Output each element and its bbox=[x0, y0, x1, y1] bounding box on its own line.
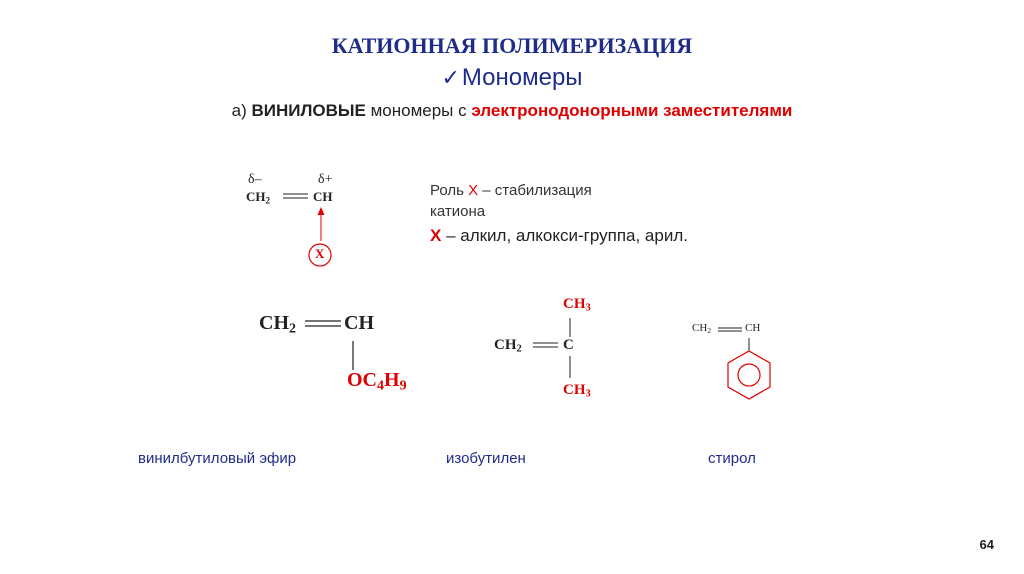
delta-plus: δ+ bbox=[318, 172, 333, 187]
checkmark-icon: ✓ bbox=[441, 66, 460, 91]
caption-isobutylene: изобутилен bbox=[446, 450, 526, 467]
caption-vinyl-ether: винилбутиловый эфир bbox=[138, 450, 297, 467]
isobutylene-ch3-bottom: $CH_3$ bbox=[563, 382, 591, 400]
general-ch2: $CH_2$ bbox=[246, 189, 271, 206]
role-text bbox=[430, 180, 592, 222]
role-line-1: Роль X – стабилизация bbox=[430, 182, 592, 199]
x-definition: X – алкил, алкокси-группа, арил. bbox=[430, 226, 688, 245]
section-a-red: электронодонорными заместителями bbox=[471, 101, 793, 120]
section-a-bold: ВИНИЛОВЫЕ bbox=[251, 101, 366, 120]
arrow-up-icon bbox=[318, 207, 325, 215]
slide-title: КАТИОННАЯ ПОЛИМЕРИЗАЦИЯ bbox=[331, 33, 693, 58]
caption-styrene: стирол bbox=[708, 450, 756, 467]
styrene-ch2: $CH_2$ bbox=[692, 322, 712, 335]
benzene-ring-circle bbox=[738, 364, 760, 386]
ether-oc4h9: $OC_4H_9$ bbox=[347, 369, 407, 394]
isobutylene-ch3-top: $CH_3$ bbox=[563, 296, 591, 314]
general-ch: CH bbox=[313, 189, 333, 204]
ether-ch2: $CH_2$ bbox=[259, 312, 296, 337]
section-a-prefix: а) bbox=[231, 101, 252, 120]
general-x: X bbox=[315, 246, 325, 261]
section-a-middle: мономеры с bbox=[365, 101, 472, 120]
ether-ch: CH bbox=[344, 312, 374, 334]
isobutylene-ch2: $CH_2$ bbox=[494, 337, 522, 355]
styrene-ch: CH bbox=[745, 322, 761, 334]
role-line-2: катиона bbox=[430, 203, 486, 220]
delta-minus: δ– bbox=[248, 172, 262, 187]
page-number: 64 bbox=[979, 537, 994, 552]
subtitle-text: Мономеры bbox=[461, 64, 583, 91]
benzene-ring bbox=[728, 351, 770, 399]
isobutylene-c: C bbox=[563, 337, 574, 353]
